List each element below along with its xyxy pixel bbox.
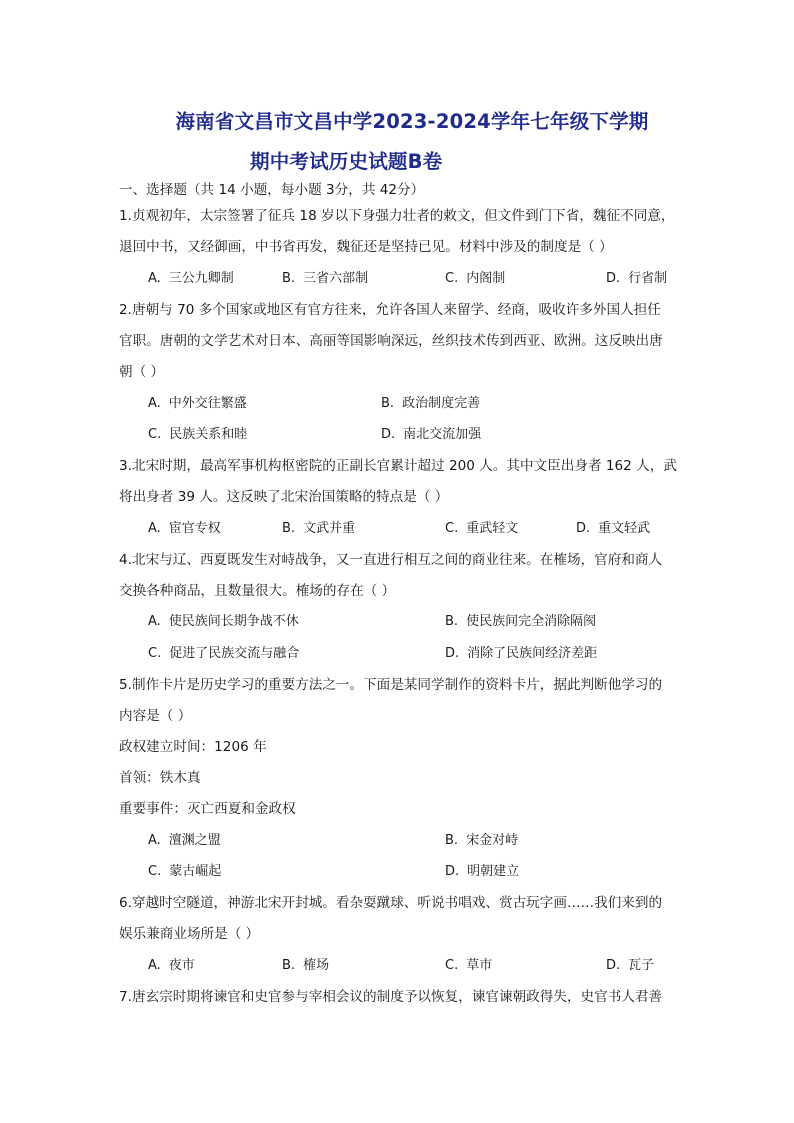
q5-option-text: 宋金对峙 [466,833,519,848]
q3-option-text: 重武轻文 [466,521,519,536]
q6-option-d[interactable] [606,957,654,975]
q3-option-c[interactable] [445,520,518,538]
q1-option-b[interactable] [282,270,368,288]
q6-option-a[interactable] [148,957,195,975]
q1-option-d[interactable] [606,270,667,288]
q4-option-d[interactable] [445,645,597,663]
question-6-line1: 6.穿越时空隧道，神游北宋开封城。看杂耍蹴球、听说书唱戏、赏古玩字画……我们来到的 [119,895,663,911]
q6-option-text: 夜市 [168,958,195,973]
q1-option-letter: D. [606,271,621,286]
question-1-line1: 1.贞观初年，太宗签署了征兵 18 岁以下身强力壮者的敕文，但文件到门下省，魏征不同意， [119,208,675,224]
question-2-line2: 官职。唐朝的文学艺术对日本、高丽等国影响深远，丝织技术传到西亚、欧洲。这反映出唐 [119,333,663,349]
q2-option-b[interactable] [381,395,480,413]
q4-option-b[interactable] [445,613,596,631]
question-3-line1: 3.北宋时期，最高军事机构枢密院的正副长官累计超过 200 人。其中文臣出身者 162 人，武 [119,458,677,474]
q4-option-letter: B. [445,614,459,629]
q5-option-text: 明朝建立 [467,864,520,879]
q6-option-c[interactable] [445,957,492,975]
q5-option-letter: C. [148,864,162,879]
q1-option-text: 三省六部制 [303,271,369,286]
q5-option-letter: B. [445,833,459,848]
question-5-line1: 5.制作卡片是历史学习的重要方法之一。下面是某同学制作的资料卡片，据此判断他学习的 [119,677,663,693]
q6-option-letter: B. [282,958,296,973]
q3-option-letter: B. [282,521,296,536]
q2-option-text: 南北交流加强 [403,427,482,442]
q3-option-text: 宦官专权 [168,521,221,536]
q2-option-a[interactable] [148,395,247,413]
q4-option-c[interactable] [148,645,299,663]
q6-option-text: 榷场 [303,958,330,973]
q3-option-letter: D. [576,521,591,536]
q3-option-letter: C. [445,521,459,536]
q4-option-letter: A. [148,614,161,629]
info-card-line2: 首领：铁木真 [119,770,201,786]
q3-option-text: 文武并重 [303,521,356,536]
q2-option-d[interactable] [381,426,481,444]
q3-option-letter: A. [148,521,161,536]
q1-option-text: 行省制 [628,271,668,286]
question-2-line3: 朝（ ） [119,364,165,380]
q4-option-text: 使民族间长期争战不休 [168,614,299,629]
q2-option-letter: B. [381,396,395,411]
q5-option-letter: D. [445,864,460,879]
q2-option-text: 政治制度完善 [402,396,481,411]
q2-option-text: 中外交往繁盛 [168,396,247,411]
q2-option-letter: D. [381,427,396,442]
q1-option-letter: A. [148,271,161,286]
q6-option-text: 瓦子 [628,958,655,973]
q2-option-text: 民族关系和睦 [169,427,248,442]
q6-option-text: 草市 [466,958,493,973]
q1-option-text: 内阁制 [466,271,506,286]
exam-title-line1: 海南省文昌市文昌中学2023-2024学年七年级下学期 [175,110,649,133]
q4-option-text: 促进了民族交流与融合 [169,646,300,661]
q1-option-letter: C. [445,271,459,286]
q4-option-text: 使民族间完全消除隔阂 [466,614,597,629]
question-3-line2: 将出身者 39 人。这反映了北宋治国策略的特点是（ ） [119,489,449,505]
q2-option-c[interactable] [148,426,247,444]
q4-option-letter: D. [445,646,460,661]
q1-option-letter: B. [282,271,296,286]
q4-option-letter: C. [148,646,162,661]
q5-option-b[interactable] [445,832,518,850]
question-4-line2: 交换各种商品，且数量很大。榷场的存在（ ） [119,583,396,599]
q6-option-letter: D. [606,958,621,973]
question-6-line2: 娱乐兼商业场所是（ ） [119,926,260,942]
section-heading: 一、选择题（共 14 小题，每小题 3分，共 42分） [119,182,425,198]
q3-option-d[interactable] [576,520,650,538]
q6-option-letter: A. [148,958,161,973]
question-2-line1: 2.唐朝与 70 多个国家或地区有官方往来，允许各国人来留学、经商，吸收许多外国人担任 [119,302,661,318]
exam-title-line2: 期中考试历史试题B卷 [250,150,443,173]
q6-option-b[interactable] [282,957,329,975]
question-5-line2: 内容是（ ） [119,708,192,724]
q5-option-text: 澶渊之盟 [168,833,221,848]
q4-option-text: 消除了民族间经济差距 [467,646,598,661]
q6-option-letter: C. [445,958,459,973]
q1-option-a[interactable] [148,270,234,288]
q3-option-text: 重文轻武 [598,521,651,536]
q1-option-text: 三公九卿制 [168,271,234,286]
q5-option-a[interactable] [148,832,221,850]
question-1-line2: 退回中书，又经御画，中书省再发，魏征还是坚持已见。材料中涉及的制度是（ ） [119,239,613,255]
q4-option-a[interactable] [148,613,299,631]
info-card-line3: 重要事件：灭亡西夏和金政权 [119,801,296,817]
question-7-line1: 7.唐玄宗时期将谏官和史官参与宰相会议的制度予以恢复，谏官谏朝政得失，史官书人君善 [119,989,663,1005]
q5-option-letter: A. [148,833,161,848]
q5-option-d[interactable] [445,863,519,881]
info-card-line1: 政权建立时间：1206 年 [119,739,267,755]
q3-option-a[interactable] [148,520,221,538]
q5-option-text: 蒙古崛起 [169,864,222,879]
q2-option-letter: C. [148,427,162,442]
q2-option-letter: A. [148,396,161,411]
q1-option-c[interactable] [445,270,505,288]
q5-option-c[interactable] [148,863,221,881]
q3-option-b[interactable] [282,520,355,538]
question-4-line1: 4.北宋与辽、西夏既发生对峙战争，又一直进行相互之间的商业往来。在榷场，官府和商人 [119,552,663,568]
